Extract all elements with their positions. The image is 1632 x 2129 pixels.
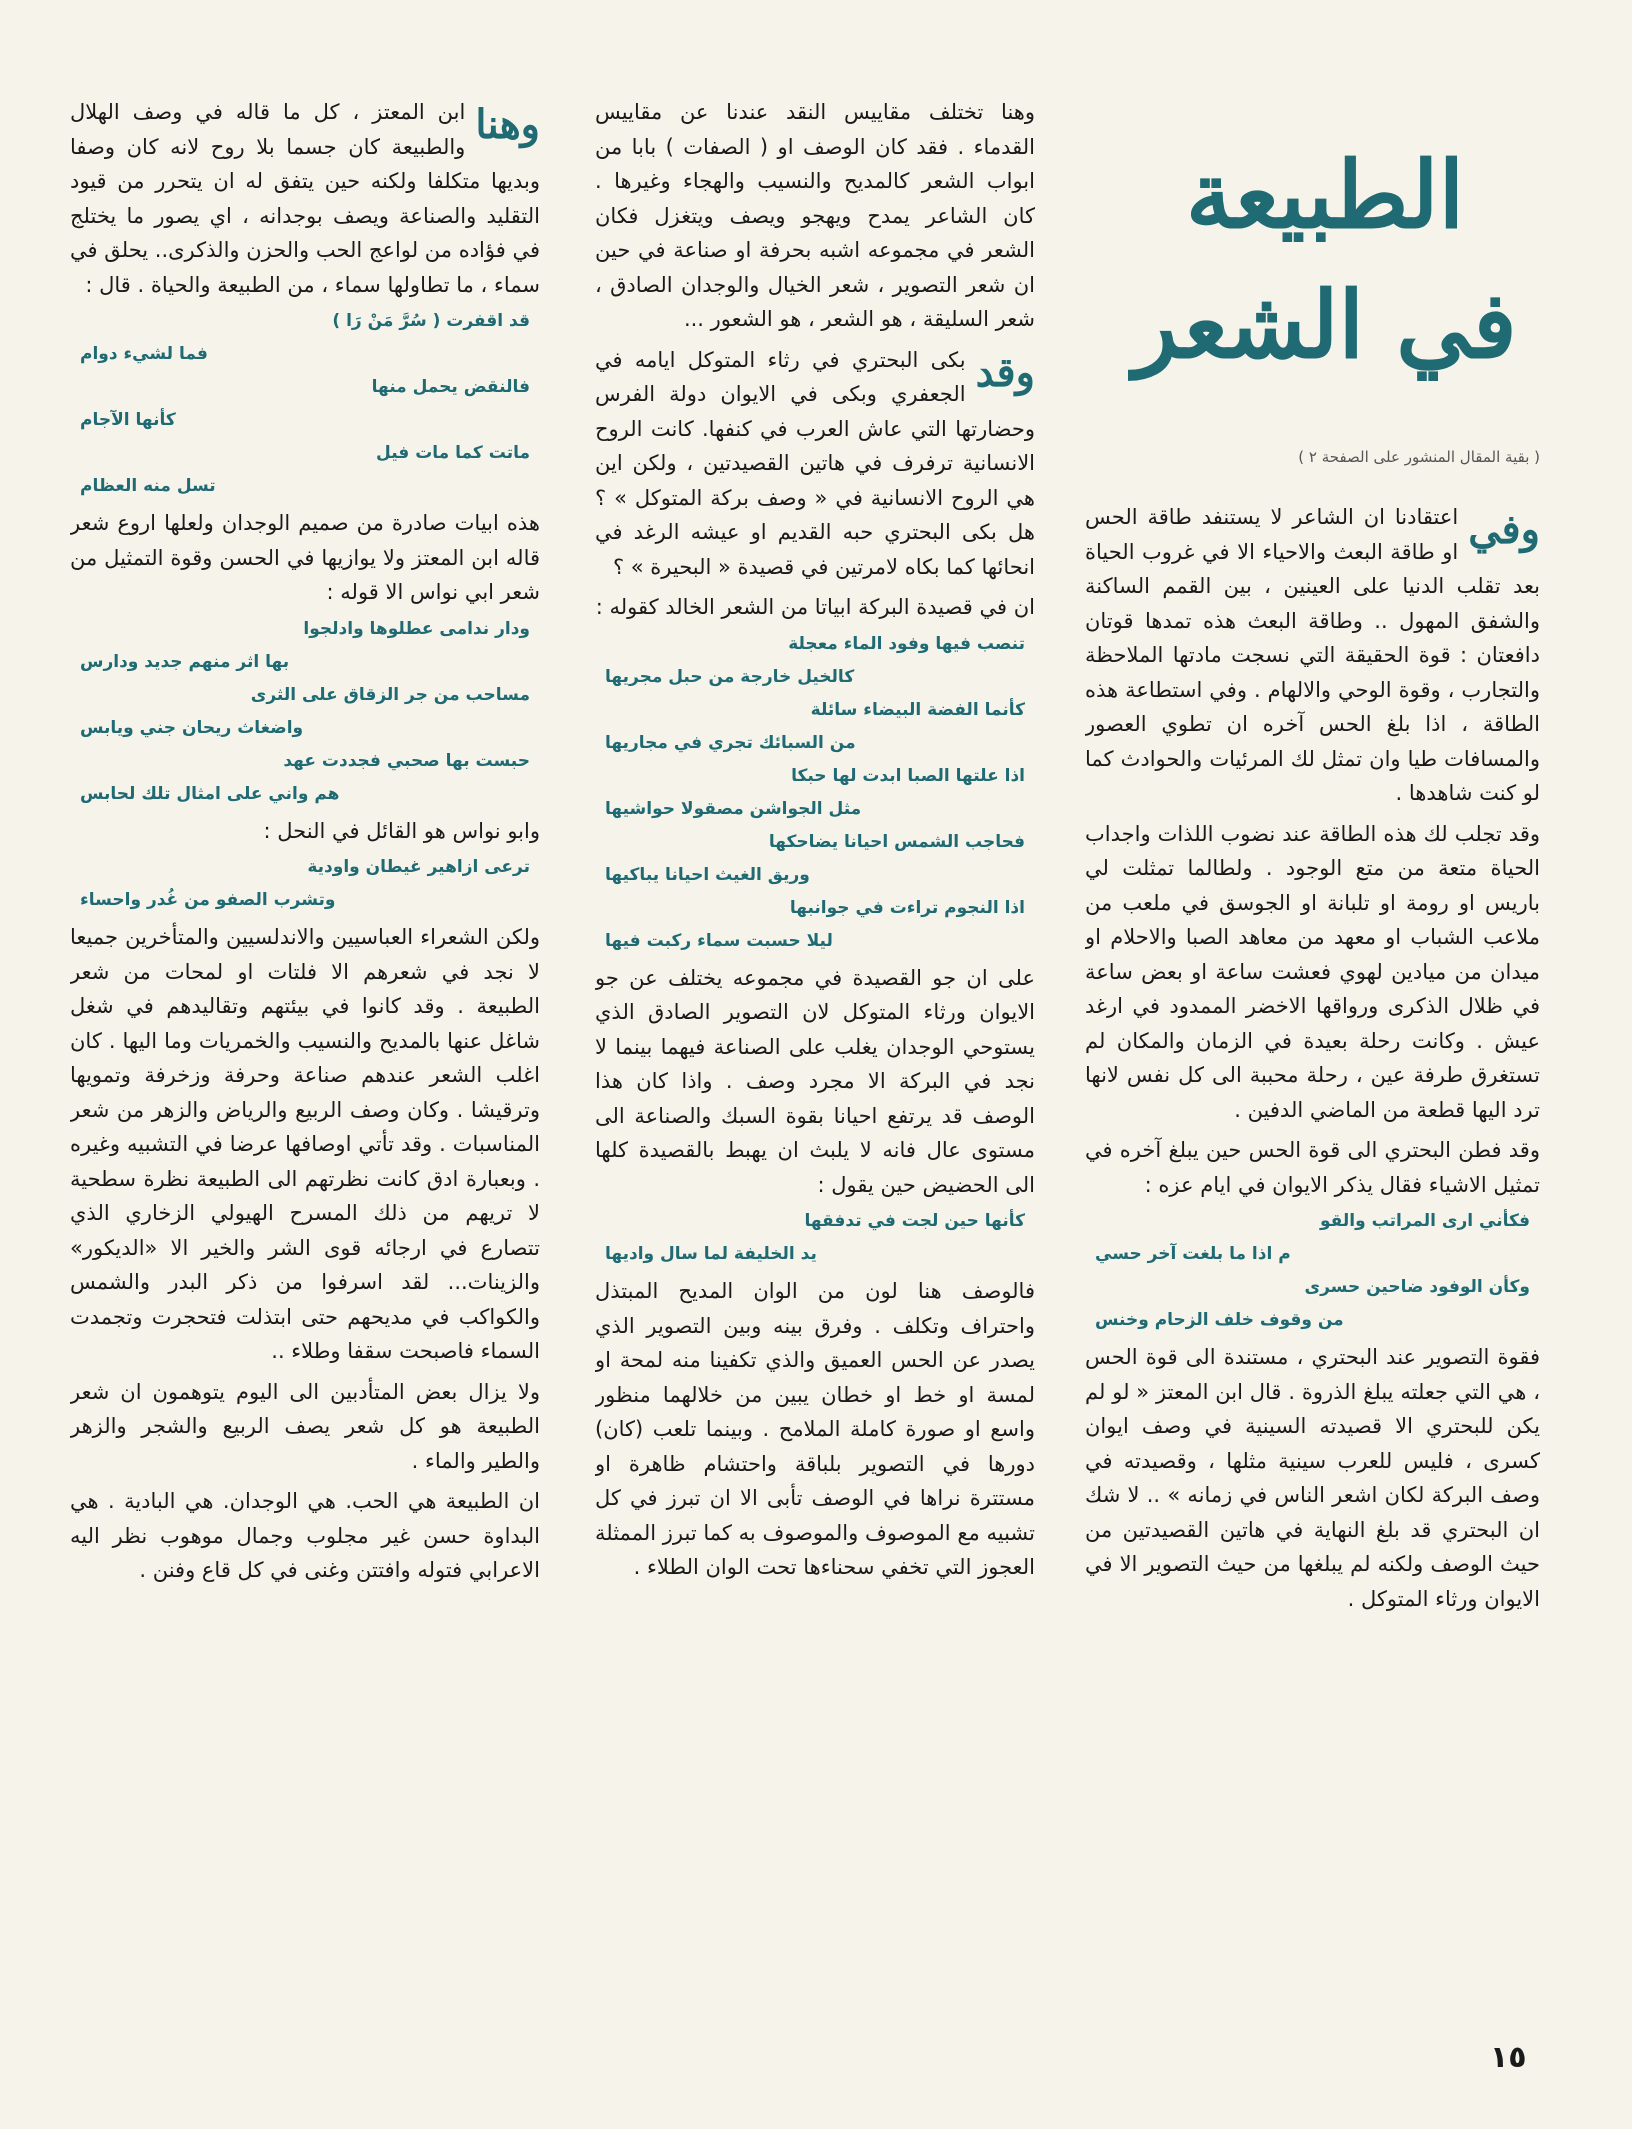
verse-line: ليلا حسبت سماء ركبت فيها [605, 930, 833, 951]
verse-line: تسل منه العظام [80, 476, 216, 496]
drop-word: وهنا [475, 101, 540, 148]
paragraph: هذه ابيات صادرة من صميم الوجدان ولعلها اروع شعر قاله ابن المعتز ولا يوازيها في الحسن وقوة التمثيل من شعر ابي نواس الا قوله : [70, 511, 540, 604]
verse-line: اذا علتها الصبا ابدت لها حبكا [791, 765, 1025, 786]
paragraph: وقد فطن البحتري الى قوة الحس حين يبلغ آخره في تمثيل الاشياء فقال يذكر الايوان في ايام عزه : [1085, 1138, 1540, 1197]
verse-line: مساحب من جر الزقاق على الثرى [250, 684, 530, 705]
article-title [1085, 130, 1565, 430]
verse-line: فما لشيء دوام [80, 344, 208, 364]
verse-line: قد اقفرت ( سُرَّ مَنْ رَا ) [332, 311, 530, 331]
verse-line: من السبائك تجري في مجاريها [605, 732, 856, 753]
paragraph: بكى البحتري في رثاء المتوكل ايامه في الجعفري وبكى في الايوان دولة الفرس وحضارتها التي عاش العرب في كنفها. كانت الروح الانسانية ترفرف في هاتين القصيدتين ، ولكن اين هي الروح الانسانية في « وصف بركة المتوكل » ؟ هل بكى البحتري حبه القديم او عيشه الرغد في انحائها كما بكاه لامرتين في قصيدة « البحيرة » ؟ [595, 347, 1035, 579]
verse-line: ماتت كما مات فيل [376, 443, 530, 463]
verse-line: كالخيل خارجة من حبل مجريها [605, 666, 855, 687]
verse-line: م اذا ما بلغت آخر حسي [1095, 1244, 1291, 1264]
verse-line: وكأن الوفود ضاحين حسرى [1304, 1277, 1530, 1297]
page-number: ١٥ [1490, 2040, 1527, 2075]
paragraph: وابو نواس هو القائل في النحل : [263, 818, 540, 843]
column-middle [595, 95, 1035, 1995]
paragraph: ان الطبيعة هي الحب. هي الوجدان. هي البادية . هي البداوة حسن غير مجلوب وجمال موهوب نظر اليه الاعرابي فتوله وافتتن وغنى في كل قاع وفنن . [70, 1489, 540, 1582]
paragraph: على ان جو القصيدة في مجموعه يختلف عن جو الايوان ورثاء المتوكل لان التصوير الصادق الذي يستوحي الوجدان يغلب على الصناعة فيهما بينما لا نجد في البركة الا مجرد وصف . واذا كان هذا الوصف قد يرتفع احيانا بقوة السبك والصناعة الى مستوى عال فانه لا يلبث ان يهبط بالقصيدة كلها الى الحضيض حين يقول : [595, 965, 1035, 1197]
verse-line: فكأني ارى المراتب والقو [1320, 1211, 1530, 1231]
verse-line: مثل الجواشن مصقولا حواشيها [605, 798, 862, 819]
paragraph: فالوصف هنا لون من الوان المديح المبتذل واحتراف وتكلف . وفرق بينه وبين التصوير الذي يصدر عن الحس العميق والذي تكفينا منه لمحة او لمسة او خط او خطان يبين من خلالهما منظور واسع او صورة كاملة الملامح . وبينما تلعب (كان) دورها في التصوير بلباقة واحتشام ظاهرة او مستترة نراها في الوصف تأبى الا ان تبرز في كل تشبيه مع الموصوف والموصوف به كما تبرز الممثلة العجوز التي تخفي سحناءها تحت الوان الطلاء . [595, 1279, 1035, 1579]
title-line-1: الطبيعة [1185, 141, 1465, 249]
drop-word: وفي [1468, 506, 1540, 553]
verse-line: واضغاث ريحان جني ويابس [80, 717, 304, 738]
paragraph: وقد تجلب لك هذه الطاقة عند نضوب اللذات واجداب الحياة متعة من متع الوجود . ولطالما تمثلت لي باريس او رومة او تلبانة او الجوسق في ملعب من ملاعب الشباب او معهد من معاهد الصبا والاحلام او ميدان من ميادين لهوي فعشت ساعة او بعض ساعة في ظلال الذكرى ورواقها الاخضر الممدود في ارغد عيش . وكانت رحلة بعيدة في الزمان والمكان لم تستغرق طرفة عين ، رحلة محببة الى كل نفس لانها ترد اليها قطعة من الماضي الدفين . [1085, 821, 1540, 1122]
verse-line: وتشرب الصفو من غُدر واحساء [80, 890, 336, 910]
continuation-note: ( بقية المقال المنشور على الصفحة ٢ ) [1298, 448, 1540, 466]
verse-line: تنصب فيها وفود الماء معجلة [788, 633, 1025, 654]
column-left [70, 95, 540, 1995]
column-right [1085, 500, 1540, 2000]
verse-line: ترعى ازاهير غيطان واودية [307, 857, 530, 877]
verse-line: فالنقض يحمل منها [371, 377, 530, 397]
verse-line: وريق الغيث احيانا يباكيها [605, 864, 810, 885]
title-line-2: في الشعر [1133, 271, 1517, 379]
paragraph: ولا يزال بعض المتأدبين الى اليوم يتوهمون ان شعر الطبيعة هو كل شعر يصف الربيع والشجر والزهر والطير والماء . [70, 1379, 540, 1473]
paragraph: ان في قصيدة البركة ابياتا من الشعر الخالد كقوله : [595, 595, 1035, 619]
verse-line: من وقوف خلف الزحام وخنس [1095, 1310, 1344, 1330]
verse-line: كأنها حين لجت في تدفقها [804, 1211, 1025, 1231]
verse-line: فحاجب الشمس احيانا يضاحكها [768, 831, 1025, 852]
verse-line: ودار ندامى عطلوها وادلجوا [303, 618, 530, 639]
paragraph: اعتقادنا ان الشاعر لا يستنفد طاقة الحس او طاقة البعث والاحياء الا في غروب الحياة بعد تقلب الدنيا على العينين ، بين القمم الساكنة والشفق المهول .. وطاقة البعث هذه تمدها قوتان دافعتان : قوة الحقيقة التي نسجت مادتها الملاحظة والتجارب ، وقوة الوحي والالهام . وفي استطاعة هذه الطاقة ، اذا بلغ الحس آخره ان تطوي العصور والمسافات طيا وان تمثل لك المرئيات والحوادث كما لو كنت شاهدها . [1085, 505, 1540, 805]
verse-line: بها اثر منهم جديد ودارس [80, 651, 290, 672]
drop-word: وقد [975, 348, 1035, 396]
paragraph: ولكن الشعراء العباسيين والاندلسيين والمتأخرين جميعا لا نجد في شعرهم الا فلتات او لمحات من شعر الطبيعة . وقد كانوا في بيئتهم وتقاليدهم في شغل شاغل عنها بالمديح والنسيب والخمريات وما اليها . كان اغلب الشعر عندهم صناعة وحرفة وزخرفة وتمويها وترقيشا . وكان وصف الربيع والرياض والزهر من شعر المناسبات . وقد تأتي اوصافها عرضا في التشبيه وغيره . وبعبارة ادق كانت نظرتهم الى الطبيعة نظرة سطحية لا تريهم من ذلك المسرح الهيولي الزخاري الذي تتصارع في ارجائه قوى الشر والخير الا «الديكور» والزينات... لقد اسرفوا من ذكر البدر والشمس والكواكب في مديحهم حتى ابتذلت فتحجرت وتجمدت السماء فاصبحت سقفا وطلاء .. [70, 925, 540, 1363]
paragraph: وهنا تختلف مقاييس النقد عندنا عن مقاييس القدماء . فقد كان الوصف او ( الصفات ) بابا من ابواب الشعر كالمديح والنسيب والهجاء وغيرها . كان الشاعر يمدح ويهجو ويصف ويتغزل فكان الشعر في مجموعه اشبه بحرفة او صناعة في حين ان شعر التصوير ، شعر الخيال والوجدان الصادق ، شعر السليقة ، هو الشعر ، هو الشعور ... [595, 100, 1035, 331]
verse-line: حبست بها صحبي فجددت عهد [283, 750, 530, 771]
verse-line: اذا النجوم تراءت في جوانبها [789, 897, 1025, 918]
verse-line: هم واني على امثال تلك لحابس [80, 783, 340, 804]
verse-line: كأنها الآجام [80, 410, 176, 430]
paragraph: ابن المعتز ، كل ما قاله في وصف الهلال والطبيعة كان جسما بلا روح لانه كان وصفا وبديها متكلفا ولكنه حين يتفق له ان يتحرر من قيود التقليد والصناعة ويصف بوجدانه ، اي يصور ما يختلج في فؤاده من لواعج الحب والحزن والذكرى.. يحلق في سماء ، ما تطاولها سماء ، من الطبيعة والحياة . قال : [70, 100, 540, 297]
paragraph: فقوة التصوير عند البحتري ، مستندة الى قوة الحس ، هي التي جعلته يبلغ الذروة . قال ابن المعتز « لو لم يكن للبحتري الا قصيدته السينية في وصف ايوان كسرى ، فليس للعرب سينية مثلها ، وقصيدته في وصف البركة لكان اشعر الناس في زمانه » .. لا شك ان البحتري قد بلغ النهاية في هاتين القصيدتين من حيث الوصف ولكنه لم يبلغها من حيث التصوير الا في الايوان ورثاء المتوكل . [1085, 1345, 1540, 1611]
verse-line: يد الخليفة لما سال واديها [605, 1244, 817, 1264]
verse-line: كأنما الفضة البيضاء سائلة [810, 699, 1025, 720]
